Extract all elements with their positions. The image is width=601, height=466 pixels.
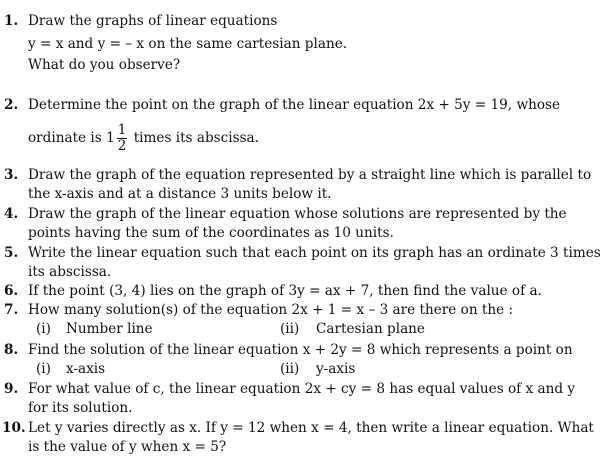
question-text xyxy=(28,166,592,204)
fraction-denominator: 2 xyxy=(117,138,127,154)
question-line: y = x and y = – x on the same cartesian plane. xyxy=(28,36,348,52)
question-line: Find the solution of the linear equation x + 2y = 8 which represents a point on xyxy=(28,342,573,358)
question-number: 2. xyxy=(4,97,19,113)
question-text xyxy=(28,96,561,154)
question-line: Draw the graphs of linear equations xyxy=(28,13,278,29)
question-line: Write the linear equation such that each point on its graph has an ordinate 3 times xyxy=(28,245,601,261)
option-label: (ii) xyxy=(280,321,300,337)
question-number: 10. xyxy=(2,420,26,436)
question-line: for its solution. xyxy=(28,400,133,416)
question-line: is the value of y when x = 5? xyxy=(28,439,227,455)
question-text xyxy=(28,244,601,282)
question-text xyxy=(28,301,522,339)
question-text xyxy=(28,282,542,301)
question-line: How many solution(s) of the equation 2x + 1 = x – 3 are there on the : xyxy=(28,302,514,318)
question-line: For what value of c, the linear equation 2x + cy = 8 has equal values of x and y xyxy=(28,381,576,397)
question-text xyxy=(28,12,522,75)
question-text xyxy=(28,419,594,457)
question-number: 3. xyxy=(4,167,19,183)
question-line: If the point (3, 4) lies on the graph of 3y = ax + 7, then find the value of a. xyxy=(28,283,542,299)
text-after-fraction: times its abscissa. xyxy=(129,130,259,146)
question-line: the x-axis and at a distance 3 units below it. xyxy=(28,186,332,202)
options-row xyxy=(28,320,522,339)
option-text: Number line xyxy=(66,321,153,337)
fraction-numerator: 1 xyxy=(117,122,127,138)
option-label: (i) xyxy=(36,361,51,377)
question-line: Determine the point on the graph of the linear equation 2x + 5y = 19, whose xyxy=(28,97,561,113)
question-number: 4. xyxy=(4,206,19,222)
question-text xyxy=(28,341,573,379)
question-number: 8. xyxy=(4,342,19,358)
question-line: its abscissa. xyxy=(28,264,112,280)
option-label: (ii) xyxy=(280,361,300,377)
question-number: 7. xyxy=(4,302,19,318)
question-number: 5. xyxy=(4,245,19,261)
question-line: Let y varies directly as x. If y = 12 when x = 4, then write a linear equation. What xyxy=(28,420,594,436)
option-text: y-axis xyxy=(316,361,356,377)
question-number: 1. xyxy=(4,13,19,29)
fraction xyxy=(117,123,128,154)
option-text: x-axis xyxy=(66,361,106,377)
option-label: (i) xyxy=(36,321,51,337)
question-text xyxy=(28,380,576,418)
options-row xyxy=(28,360,522,379)
question-line: What do you observe? xyxy=(28,57,181,73)
text-before-fraction: ordinate is 1 xyxy=(28,130,115,146)
option-text: Cartesian plane xyxy=(316,321,425,337)
question-number: 6. xyxy=(4,283,19,299)
question-line: Draw the graph of the linear equation whose solutions are represented by the xyxy=(28,206,567,222)
question-line: Draw the graph of the equation represented by a straight line which is parallel to xyxy=(28,167,592,183)
question-text xyxy=(28,205,567,243)
question-number: 9. xyxy=(4,381,19,397)
question-line xyxy=(28,123,522,154)
question-line: points having the sum of the coordinates as 10 units. xyxy=(28,225,394,241)
